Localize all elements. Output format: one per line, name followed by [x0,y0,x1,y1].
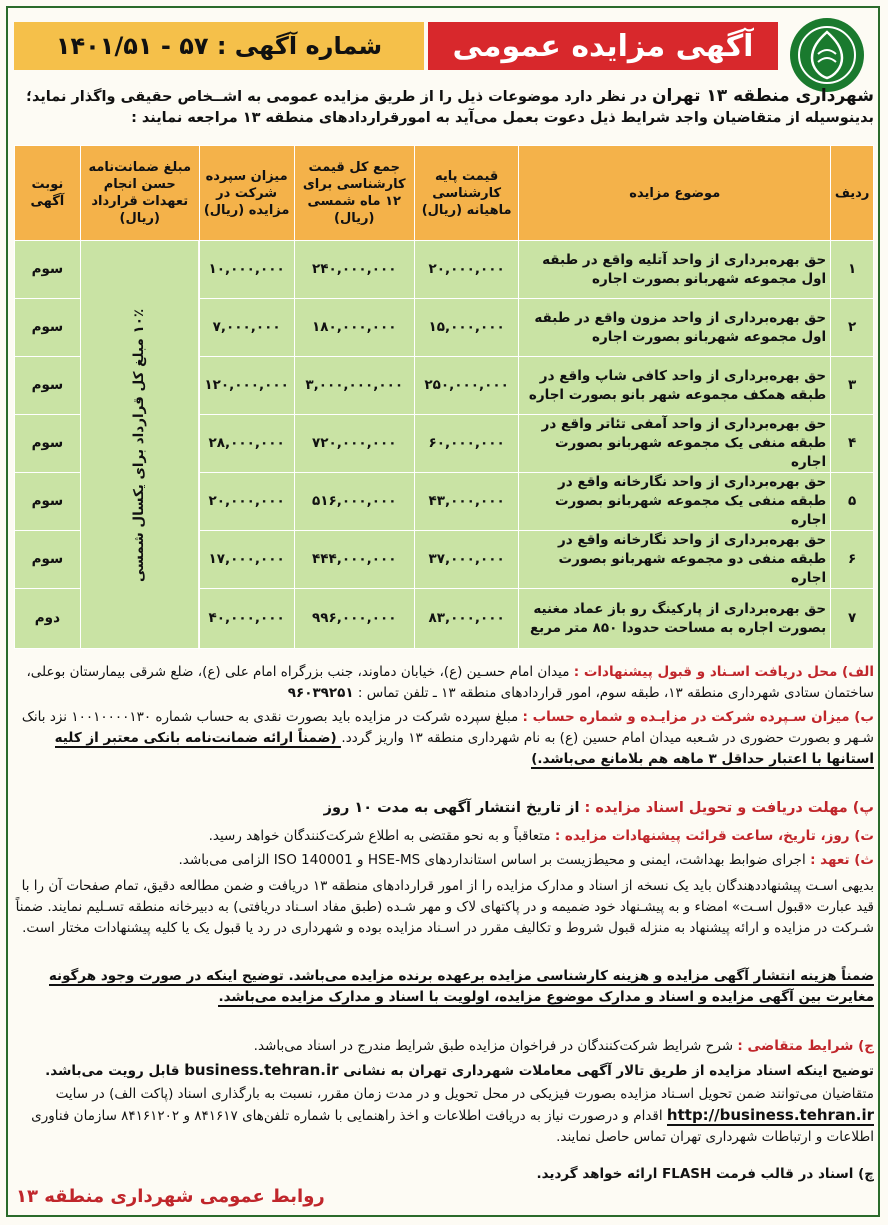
section-j [14,1036,874,1057]
row-total-price: ۵۱۶,۰۰۰,۰۰۰ [294,473,414,531]
row-base-price: ۲۰,۰۰۰,۰۰۰ [414,241,518,299]
intro [14,86,874,129]
section-th-label: ث) تعهد : [810,852,874,868]
row-base-price: ۲۵۰,۰۰۰,۰۰۰ [414,357,518,415]
row-subject: حق بهره‌برداری از واحد نگارخانه واقع در طبقه منفی دو مجموعه شهربانو بصورت اجاره [519,531,831,589]
col-row: ردیف [831,146,874,241]
col-total-price: جمع کل قیمت کارشناسی برای ۱۲ ماه شمسی (ریال) [294,146,414,241]
row-total-price: ۹۹۶,۰۰۰,۰۰۰ [294,589,414,649]
tehran-municipality-logo [790,18,864,92]
section-p-label: پ) مهلت دریافت و تحویل اسناد مزایده : [584,800,874,816]
row-total-price: ۳,۰۰۰,۰۰۰,۰۰۰ [294,357,414,415]
section-a-text: میدان امام حسـین (ع)، خیابان دماوند، جنب بزرگراه امام علی (ع)، ضلع شرقی بیمارستان بوعلی، ساختمان ستادی شهرداری منطقه ۱۳، طبقه سوم، امور قراردادهای منطقه ۱۳ ـ تلفن تماس : [26,664,874,701]
header [14,12,874,82]
row-base-price: ۸۳,۰۰۰,۰۰۰ [414,589,518,649]
row-turn: سوم [15,241,81,299]
section-a [14,662,874,704]
row-number: ۱ [831,241,874,299]
row-turn: سوم [15,415,81,473]
row-number: ۶ [831,531,874,589]
row-deposit: ۱۲۰,۰۰۰,۰۰۰ [199,357,294,415]
row-total-price: ۷۲۰,۰۰۰,۰۰۰ [294,415,414,473]
col-base-price: قیمت پایه کارشناسی ماهیانه (ریال) [414,146,518,241]
row-turn: سوم [15,299,81,357]
row-subject: حق بهره‌برداری از واحد نگارخانه واقع در طبقه منفی یک مجموعه شهربانو بصورت اجاره [519,473,831,531]
row-base-price: ۶۰,۰۰۰,۰۰۰ [414,415,518,473]
intro-line-2: بدینوسیله از متقاضیان واجد شرایط ذیل دعوت بعمل می‌آید به امورقراردادهای منطقه ۱۳ مراجعه نمایند : [131,110,874,126]
section-th-text: اجرای ضوابط بهداشت، ایمنی و محیط‌زیست بر اساس استانداردهای HSE-MS و ISO 140001 الزامی می‌باشد. [178,852,811,868]
section-th [14,850,874,871]
business-url-link[interactable]: http://business.tehran.ir [666,1106,874,1124]
row-deposit: ۲۰,۰۰۰,۰۰۰ [199,473,294,531]
section-ch: چ) اسناد در قالب فرمت FLASH ارائه خواهد گردید. [536,1166,874,1182]
intro-line-1: شهرداری منطقه ۱۳ تهران در نظر دارد موضوعات ذیل را از طریق مزایده عمومی به اشــخاص حقیقی واگذار نماید؛ [26,86,874,106]
section-b [14,707,874,770]
section-a-label: الف) محل دریافت اسـناد و قبول پیشنهادات : [573,664,874,680]
business-link[interactable]: business.tehran.ir [184,1061,339,1079]
row-subject: حق بهره‌برداری از پارکینگ رو باز عماد مغنیه بصورت اجاره به مساحت حدودا ۸۵۰ متر مربع [519,589,831,649]
row-total-price: ۱۸۰,۰۰۰,۰۰۰ [294,299,414,357]
row-deposit: ۴۰,۰۰۰,۰۰۰ [199,589,294,649]
section-b-text: مبلغ سپرده شرکت در مزایده باید بصورت نقدی به حساب شماره ۱۰۰۱۰۰۰۰۱۳۰ نزد بانک شـهر و بصورت حضوری در شـعبه میدان امام حسین (ع) به نام شهرداری منطقه ۱۳ واریز گردد. [21,709,874,746]
section-p-text: از تاریخ انتشار آگهی به مدت ۱۰ روز [323,800,585,816]
col-guarantee: مبلغ ضمانت‌نامه حسن انجام تعهدات قرارداد (ریال) [80,146,199,241]
row-number: ۵ [831,473,874,531]
row-number: ۴ [831,415,874,473]
section-b-label: ب) میزان سـپرده شرکت در مزایـده و شماره حساب : [522,709,874,725]
col-turn: نوبت آگهی [15,146,81,241]
row-base-price: ۳۷,۰۰۰,۰۰۰ [414,531,518,589]
table-row [15,241,874,299]
public-relations-signature: روابط عمومی شهرداری منطقه ۱۳ [16,1186,325,1207]
row-subject: حق بهره‌برداری از واحد مزون واقع در طبقه اول مجموعه شهربانو بصورت اجاره [519,299,831,357]
row-number: ۷ [831,589,874,649]
logo-emblem-icon [796,24,858,86]
section-t-text: متعاقباً و به نحو مقتضی به اطلاع شرکت‌کنندگان خواهد رسید. [208,828,555,844]
guarantee-value: ۱۰٪ مبلغ کل قرارداد برای یکسال شمسی [80,241,199,649]
row-turn: دوم [15,589,81,649]
auction-table [14,145,874,649]
row-total-price: ۴۴۴,۰۰۰,۰۰۰ [294,531,414,589]
row-total-price: ۲۴۰,۰۰۰,۰۰۰ [294,241,414,299]
row-base-price: ۱۵,۰۰۰,۰۰۰ [414,299,518,357]
row-deposit: ۲۸,۰۰۰,۰۰۰ [199,415,294,473]
row-number: ۲ [831,299,874,357]
row-subject: حق بهره‌برداری از واحد آتلیه واقع در طبقه اول مجموعه شهربانو بصورت اجاره [519,241,831,299]
section-j-text: شرح شرایط شرکت‌کنندگان در فراخوان مزایده طبق شرایط مندرج در اسناد می‌باشد. [253,1038,738,1054]
section-p [14,798,874,819]
org-name: شهرداری منطقه ۱۳ تهران [651,86,874,106]
row-deposit: ۱۷,۰۰۰,۰۰۰ [199,531,294,589]
paragraph-costs: ضمناً هزینه انتشار آگهی مزایده و هزینه کارشناسی مزایده برعهده برنده مزایده می‌باشد. توضیح اینکه در صورت وجود هرگونه مغایرت بین آگهی مزایده و اسناد و مدارک موضوع مزایده، اولویت با اسناد و مدارک مزایده می‌باشد. [48,968,874,1005]
notice-title: آگهی مزایده عمومی [428,22,778,70]
row-subject: حق بهره‌برداری از واحد آمفی تئاتر واقع در طبقه منفی یک مجموعه شهربانو بصورت اجاره [519,415,831,473]
row-deposit: ۷,۰۰۰,۰۰۰ [199,299,294,357]
row-turn: سوم [15,473,81,531]
section-t-label: ت) روز، تاریخ، ساعت قرائت پیشنهادات مزایده : [554,828,874,844]
section-a-phone: ۹۶۰۳۹۲۵۱ [287,685,354,701]
row-subject: حق بهره‌برداری از واحد کافی شاپ واقع در طبقه همکف مجموعه شهر بانو بصورت اجاره [519,357,831,415]
section-t [14,826,874,847]
row-turn: سوم [15,531,81,589]
row-number: ۳ [831,357,874,415]
paragraph-conditions: بدیهی اسـت پیشنهاددهندگان باید یک نسخه از اسناد و مدارک مزایده را از امور قراردادهای منطقه ۱۳ دریافت و ضمن مطالعه دقیق، تمام صفحات آن را با قید عبارت «قبول اسـت» امضاء و به پیشـنهاد خود ضمیمه و در پاکتهای لاک و مهر شـده (طبق مفاد اسـناد دریافتی) به دبیرخانه منطقه تسـلیم نمایند. ضمناً شـرکت در مزایده و ارائه پیشنهاد به منزله قبول شروط و تکالیف مقرر در اسـناد مزایده بوده و شهرداری در رد یا قبول یک یا کلیه پیشنهادات مختار است. [15,878,874,936]
col-subject: موضوع مزایده [519,146,831,241]
section-b-note: (ضمناً ارائه ضمانت‌نامه بانکی معتبر از کلیه استانها با اعتبار حداقل ۳ ماهه هم بلامانع می‌باشد.) [54,730,874,767]
paragraph-upload: متقاضیان می‌توانند ضمن تحویل اسـناد مزایده بصورت فیزیکی در محل تحویل و در مدت زمان مقرر، نسبت به بارگذاری اسناد (پاکت الف) در سایت http://business.tehran.ir اقدام و درصورت نیاز به دریافت اطلاعات و اخذ راهنمایی با شماره تلفن‌های ۸۴۱۶۱۷ و ۸۴۱۶۱۲۰۲ سازمان فناوری اطلاعات و ارتباطات شهرداری تهران تماس حاصل نمایند. [31,1086,874,1145]
row-deposit: ۱۰,۰۰۰,۰۰۰ [199,241,294,299]
notice-number: شماره آگهی : ۵۷ - ۱۴۰۱/۵۱ [14,22,424,70]
section-j-label: ج) شرایط متقاضی : [737,1038,874,1054]
paragraph-portal: توضیح اینکه اسناد مزایده از طریق تالار آگهی معاملات شهرداری تهران به نشانی business.tehran.ir قابل رویت می‌باشد. [45,1061,874,1079]
row-base-price: ۴۳,۰۰۰,۰۰۰ [414,473,518,531]
row-turn: سوم [15,357,81,415]
table-header-row [15,146,874,241]
col-deposit: میزان سپرده شرکت در مزایده (ریال) [199,146,294,241]
